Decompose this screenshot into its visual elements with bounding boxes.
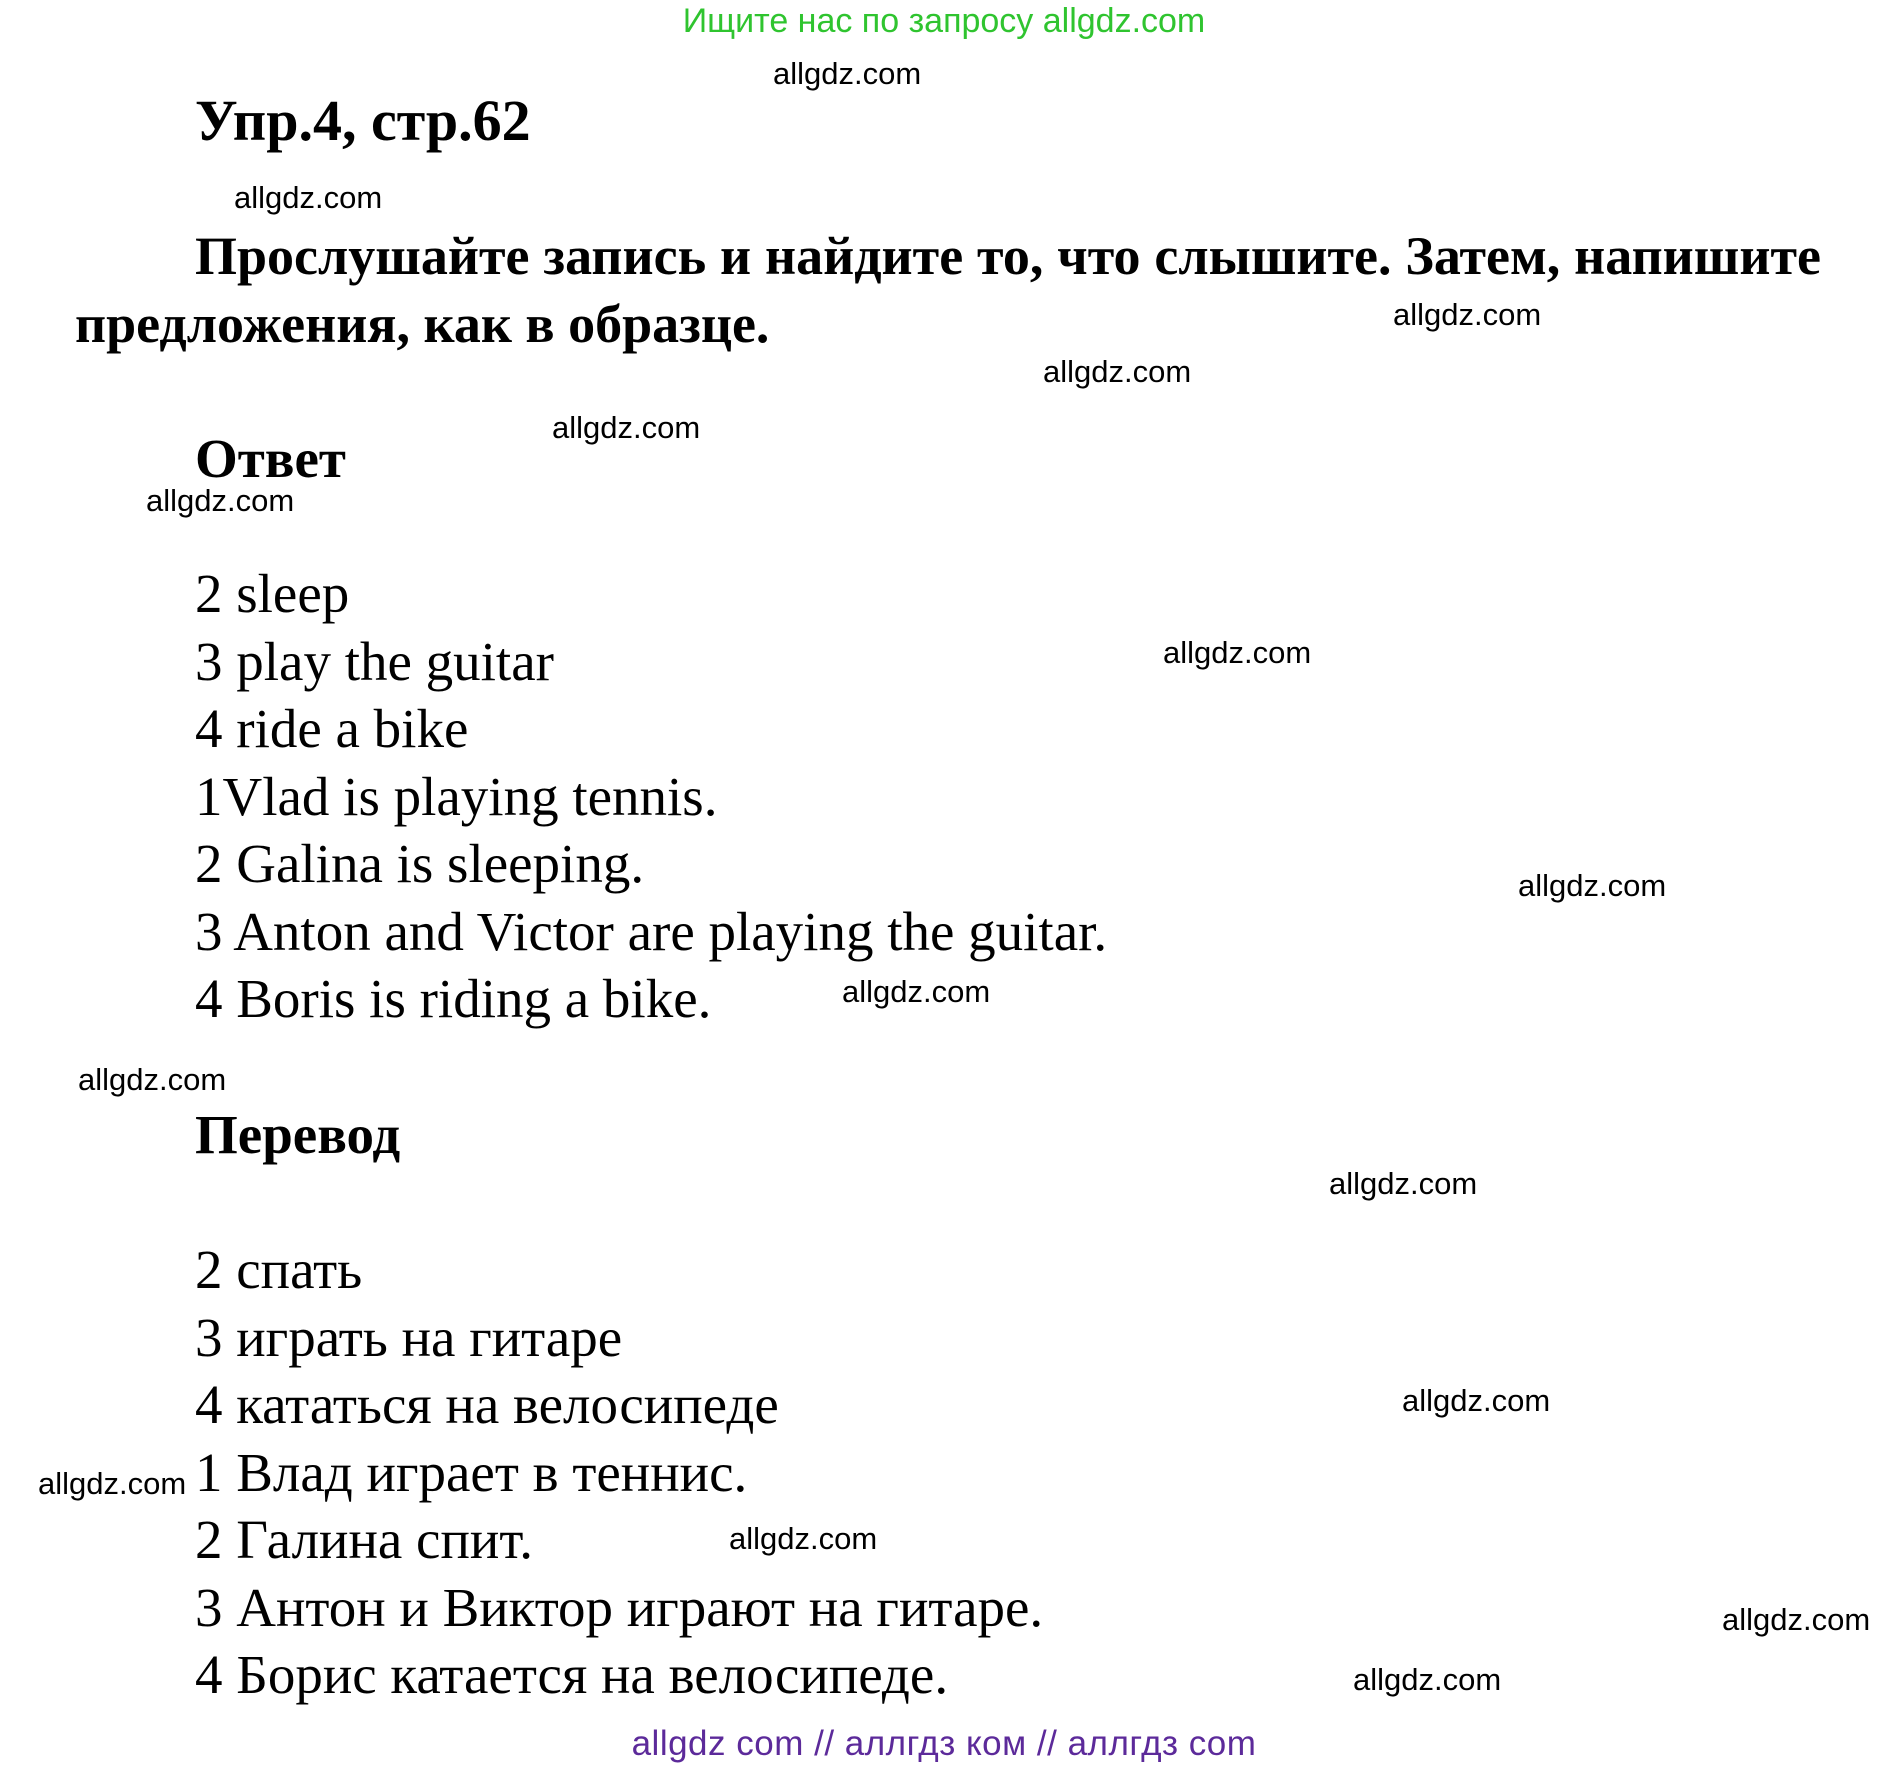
page-title: Упр.4, стр.62 xyxy=(195,88,531,153)
watermark: allgdz.com xyxy=(552,410,701,445)
watermark: allgdz.com xyxy=(78,1062,227,1097)
answer-line: 2 sleep xyxy=(195,563,350,624)
answer-line: 1Vlad is playing tennis. xyxy=(195,765,718,827)
answer-line: 3 Anton and Victor are playing the guitar. xyxy=(195,900,1108,962)
watermark: allgdz.com xyxy=(1518,868,1667,903)
watermark: allgdz.com xyxy=(773,56,922,91)
watermark: allgdz.com xyxy=(1329,1166,1478,1201)
answer-line: 2 Galina is sleeping. xyxy=(195,833,645,894)
translation-line: 2 спать xyxy=(195,1239,363,1300)
translation-line: 2 Галина спит. xyxy=(195,1509,533,1570)
watermark: allgdz.com xyxy=(1043,354,1192,389)
answer-line: 4 Boris is riding a bike. xyxy=(195,968,712,1029)
translation-line: 1 Влад играет в теннис. xyxy=(195,1441,748,1503)
footer-links: allgdz com // аллгдз ком // аллгдз com xyxy=(631,1724,1257,1763)
exercise-instruction: Прослушайте запись и найдите то, что слышите. Затем, напишите предложения, как в образце. xyxy=(75,226,1821,354)
watermark: allgdz.com xyxy=(38,1466,187,1501)
answer-line: 3 play the guitar xyxy=(195,630,554,692)
translation-line: 4 кататься на велосипеде xyxy=(195,1374,779,1435)
watermark: allgdz.com xyxy=(146,483,295,518)
watermark: allgdz.com xyxy=(1722,1602,1871,1637)
watermark: allgdz.com xyxy=(1393,297,1542,332)
translation-heading: Перевод xyxy=(195,1104,401,1165)
watermark: allgdz.com xyxy=(1353,1662,1502,1697)
translation-line: 3 Антон и Виктор играют на гитаре. xyxy=(195,1576,1044,1638)
watermark: allgdz.com xyxy=(729,1521,878,1556)
translation-line: 3 играть на гитаре xyxy=(195,1306,623,1368)
top-banner: Ищите нас по запросу allgdz.com xyxy=(682,2,1206,40)
watermark: allgdz.com xyxy=(234,180,383,215)
translation-list xyxy=(195,1236,1043,1709)
answer-heading: Ответ xyxy=(195,428,346,489)
watermark: allgdz.com xyxy=(1402,1383,1551,1418)
translation-line: 4 Борис катается на велосипеде. xyxy=(195,1644,949,1705)
answer-list xyxy=(195,560,1107,1033)
watermark: allgdz.com xyxy=(1163,635,1312,670)
answer-line: 4 ride a bike xyxy=(195,698,469,759)
watermark: allgdz.com xyxy=(842,974,991,1009)
